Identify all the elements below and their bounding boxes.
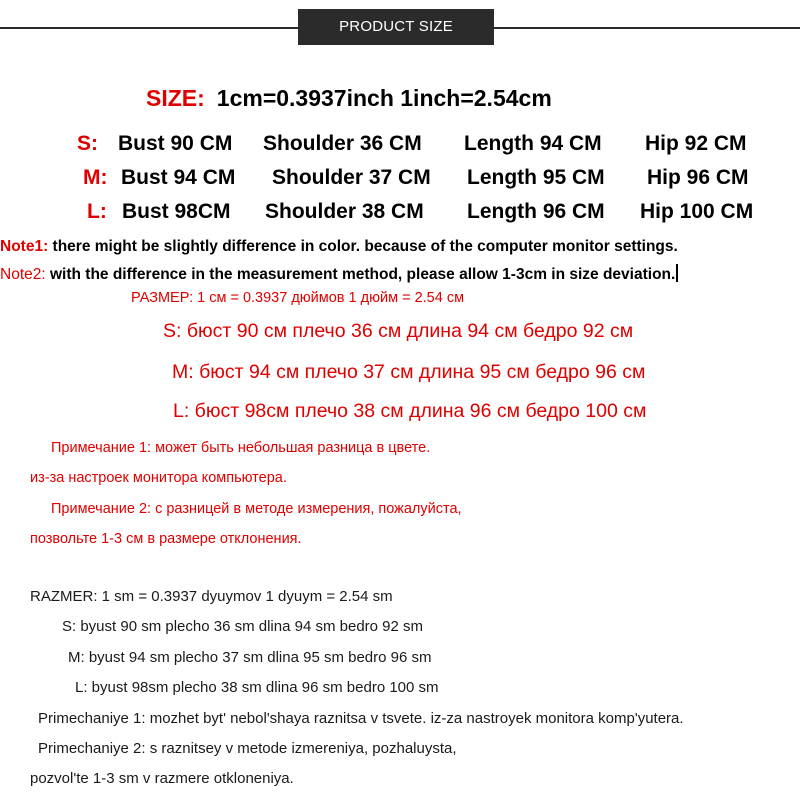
note-1 xyxy=(0,238,678,256)
size-conversion-text: 1cm=0.3937inch 1inch=2.54cm xyxy=(216,85,552,111)
size-row-l xyxy=(0,198,800,226)
shoulder-value: Shoulder 37 CM xyxy=(272,166,431,189)
tr-note-2-cont: pozvol'te 1-3 sm v razmere otkloneniya. xyxy=(30,770,294,787)
hip-value: Hip 100 CM xyxy=(640,200,754,223)
ru-size-row-l: L: бюст 98см плечо 38 см длина 96 см бедро 100 см xyxy=(173,400,647,422)
note-2 xyxy=(0,264,678,284)
tr-size-header: RAZMER: 1 sm = 0.3937 dyuymov 1 dyuym = 2.54 sm xyxy=(30,588,393,605)
tr-size-row-s: S: byust 90 sm plecho 36 sm dlina 94 sm bedro 92 sm xyxy=(62,618,424,635)
size-label: SIZE: xyxy=(146,85,205,111)
tr-size-row-l: L: byust 98sm plecho 38 sm dlina 96 sm bedro 100 sm xyxy=(75,679,439,696)
size-code: L: xyxy=(87,200,107,223)
length-value: Length 96 CM xyxy=(467,200,605,223)
tr-note-2: Primechaniye 2: s raznitsey v metode izmereniya, pozhaluysta, xyxy=(38,740,457,757)
tr-note-1: Primechaniye 1: mozhet byt' nebol'shaya raznitsa v tsvete. iz-za nastroyek monitora komp'yutera. xyxy=(38,710,684,727)
note-text: with the difference in the measurement method, please allow 1-3cm in size deviation. xyxy=(45,266,676,283)
bust-value: Bust 98CM xyxy=(122,200,231,223)
ru-note-2-cont: позвольте 1-3 см в размере отклонения. xyxy=(30,531,302,547)
shoulder-value: Shoulder 38 CM xyxy=(265,200,424,223)
size-conversion-line xyxy=(146,85,552,112)
size-row-m xyxy=(0,164,800,192)
ru-note-1-cont: из-за настроек монитора компьютера. xyxy=(30,470,287,486)
ru-size-row-s: S: бюст 90 см плечо 36 см длина 94 см бедро 92 см xyxy=(163,320,634,342)
shoulder-value: Shoulder 36 CM xyxy=(263,132,422,155)
header-rule-left xyxy=(0,27,300,29)
ru-note-2: Примечание 2: с разницей в методе измерения, пожалуйста, xyxy=(51,501,462,517)
hip-value: Hip 92 CM xyxy=(645,132,747,155)
note-label: Note1: xyxy=(0,238,49,255)
text-cursor xyxy=(676,264,678,282)
length-value: Length 95 CM xyxy=(467,166,605,189)
hip-value: Hip 96 CM xyxy=(647,166,749,189)
size-code: M: xyxy=(83,166,108,189)
page-title: PRODUCT SIZE xyxy=(298,9,494,45)
bust-value: Bust 90 CM xyxy=(118,132,233,155)
size-row-s xyxy=(0,130,800,158)
tr-size-row-m: M: byust 94 sm plecho 37 sm dlina 95 sm bedro 96 sm xyxy=(68,649,432,666)
ru-size-header: РАЗМЕР: 1 см = 0.3937 дюймов 1 дюйм = 2.54 см xyxy=(131,290,465,306)
size-code: S: xyxy=(77,132,98,155)
ru-size-row-m: M: бюст 94 см плечо 37 см длина 95 см бедро 96 см xyxy=(172,361,646,383)
header-rule-right xyxy=(492,27,800,29)
length-value: Length 94 CM xyxy=(464,132,602,155)
bust-value: Bust 94 CM xyxy=(121,166,236,189)
note-label: Note2: xyxy=(0,266,46,283)
ru-note-1: Примечание 1: может быть небольшая разница в цвете. xyxy=(51,440,431,456)
note-text: there might be slightly difference in color. because of the computer monitor settings. xyxy=(48,238,678,255)
